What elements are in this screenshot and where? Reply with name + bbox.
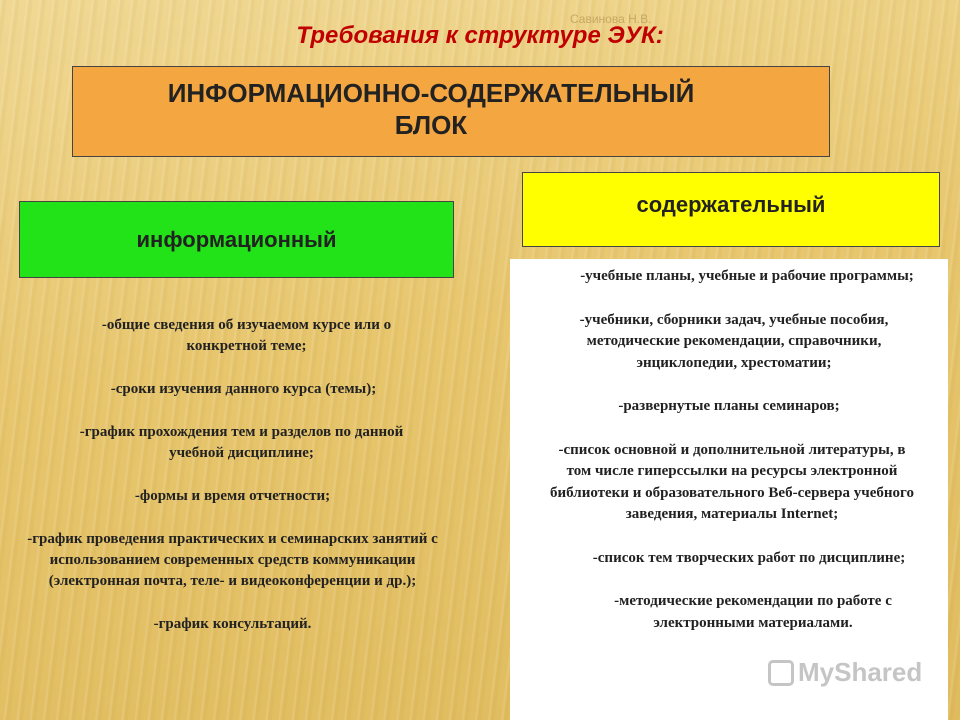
main-block-title-line1: ИНФОРМАЦИОННО-СОДЕРЖАТЕЛЬНЫЙ [167,77,695,108]
content-item: -учебные планы, учебные и рабочие программы; [580,268,914,284]
info-category-label: информационный [136,226,337,252]
info-item: -график консультаций. [153,616,312,632]
slide-title: Требования к структуре ЭУК: [296,22,664,49]
main-block-title-line2: БЛОК [394,109,468,140]
content-items-list [510,266,948,656]
watermark-text: MyShared [798,657,923,687]
content-item: -учебники, сборники задач, учебные пособия, методические рекомендации, справочники, энциклопедии, хрестоматии; [579,311,889,371]
content-items-panel [510,259,948,720]
info-item: -график прохождения тем и разделов по данной учебной дисциплине; [79,424,404,461]
content-item: -список основной и дополнительной литературы, в том числе гиперссылки на ресурсы электронной библиотеки и образовательного Веб-сервера учебного заведения, материалы Internet; [550,441,914,522]
info-item: -сроки изучения данного курса (темы); [110,381,377,397]
content-category-label: содержательный [636,191,826,217]
info-item: -график проведения практических и семинарских занятий с использованием современных средств коммуникации (электронная почта, теле- и видеоконференции и др.); [27,531,438,589]
watermark-logo-icon [768,660,794,686]
content-category-box [522,172,940,247]
author-name: Савинова Н.В. [570,12,652,26]
content-item: -список тем творческих работ по дисциплине; [592,549,906,566]
info-items-list [5,315,460,657]
content-item: -развернутые планы семинаров; [618,398,840,414]
info-item: -общие сведения об изучаемом курсе или о конкретной теме; [101,317,392,354]
info-category-box [19,201,454,278]
content-item: -методические рекомендации по работе с электронными материалами. [614,593,892,631]
main-block-box [72,66,830,157]
info-item: -формы и время отчетности; [134,488,331,504]
watermark [768,657,922,688]
